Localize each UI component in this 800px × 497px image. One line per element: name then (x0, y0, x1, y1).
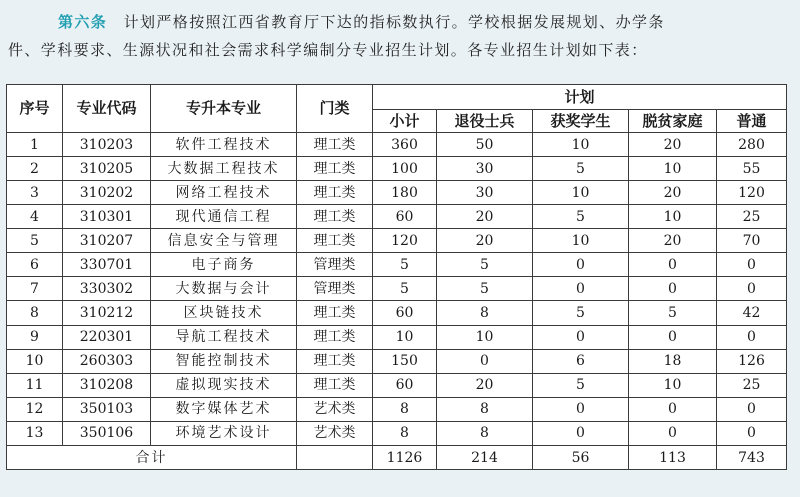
cell-code: 310208 (63, 373, 151, 397)
cell-regular: 126 (717, 349, 787, 373)
cell-veterans: 8 (437, 397, 533, 421)
header-subtotal: 小计 (373, 110, 437, 133)
header-poverty: 脱贫家庭 (629, 110, 717, 133)
enrollment-plan-table (6, 84, 787, 470)
cell-category: 理工类 (297, 205, 373, 229)
cell-subtotal: 5 (373, 277, 437, 301)
cell-seq: 6 (7, 253, 63, 277)
cell-awardees: 6 (533, 349, 629, 373)
cell-code: 310205 (63, 157, 151, 181)
cell-regular: 0 (717, 253, 787, 277)
cell-awardees: 0 (533, 277, 629, 301)
table-row (7, 133, 787, 157)
cell-veterans: 8 (437, 301, 533, 325)
cell-seq: 12 (7, 397, 63, 421)
cell-code: 310212 (63, 301, 151, 325)
table-row (7, 397, 787, 421)
table-row (7, 301, 787, 325)
cell-category: 理工类 (297, 325, 373, 349)
cell-poverty: 0 (629, 397, 717, 421)
cell-code: 350103 (63, 397, 151, 421)
cell-code: 310207 (63, 229, 151, 253)
total-subtotal: 1126 (373, 446, 437, 470)
cell-category: 理工类 (297, 301, 373, 325)
cell-category: 理工类 (297, 157, 373, 181)
total-regular: 743 (717, 446, 787, 470)
cell-regular: 25 (717, 373, 787, 397)
cell-poverty: 20 (629, 133, 717, 157)
cell-poverty: 10 (629, 373, 717, 397)
cell-veterans: 30 (437, 181, 533, 205)
cell-major: 信息安全与管理 (151, 229, 297, 253)
table-row (7, 349, 787, 373)
cell-awardees: 0 (533, 253, 629, 277)
table-row (7, 325, 787, 349)
cell-code: 220301 (63, 325, 151, 349)
cell-subtotal: 100 (373, 157, 437, 181)
cell-category: 理工类 (297, 349, 373, 373)
cell-seq: 4 (7, 205, 63, 229)
cell-seq: 1 (7, 133, 63, 157)
cell-subtotal: 180 (373, 181, 437, 205)
cell-awardees: 10 (533, 229, 629, 253)
header-category: 门类 (297, 85, 373, 133)
cell-veterans: 5 (437, 253, 533, 277)
cell-awardees: 5 (533, 205, 629, 229)
cell-poverty: 20 (629, 181, 717, 205)
cell-major: 大数据与会计 (151, 277, 297, 301)
cell-seq: 3 (7, 181, 63, 205)
total-poverty: 113 (629, 446, 717, 470)
table-header-row (7, 85, 787, 110)
table-row (7, 229, 787, 253)
cell-regular: 42 (717, 301, 787, 325)
cell-regular: 280 (717, 133, 787, 157)
cell-poverty: 0 (629, 253, 717, 277)
header-awardees: 获奖学生 (533, 110, 629, 133)
cell-category: 艺术类 (297, 421, 373, 445)
cell-category: 理工类 (297, 229, 373, 253)
cell-category: 管理类 (297, 277, 373, 301)
cell-regular: 120 (717, 181, 787, 205)
cell-regular: 55 (717, 157, 787, 181)
cell-regular: 0 (717, 325, 787, 349)
cell-poverty: 10 (629, 205, 717, 229)
header-veterans: 退役士兵 (437, 110, 533, 133)
cell-seq: 11 (7, 373, 63, 397)
header-code: 专业代码 (63, 85, 151, 133)
cell-major: 大数据工程技术 (151, 157, 297, 181)
cell-veterans: 50 (437, 133, 533, 157)
cell-veterans: 20 (437, 229, 533, 253)
cell-awardees: 0 (533, 397, 629, 421)
cell-major: 网络工程技术 (151, 181, 297, 205)
cell-subtotal: 8 (373, 397, 437, 421)
cell-awardees: 5 (533, 157, 629, 181)
intro-text-1: 计划严格按照江西省教育厅下达的指标数执行。学校根据发展规划、办学条 (123, 13, 665, 31)
table-row (7, 373, 787, 397)
cell-code: 350106 (63, 421, 151, 445)
cell-category: 理工类 (297, 373, 373, 397)
article-number: 第六条 (58, 13, 108, 31)
cell-veterans: 10 (437, 325, 533, 349)
cell-poverty: 10 (629, 157, 717, 181)
cell-subtotal: 60 (373, 373, 437, 397)
intro-paragraph (8, 8, 788, 64)
total-awardees: 56 (533, 446, 629, 470)
cell-code: 310301 (63, 205, 151, 229)
cell-awardees: 0 (533, 325, 629, 349)
header-major: 专升本专业 (151, 85, 297, 133)
header-plan: 计划 (373, 85, 787, 110)
cell-code: 310202 (63, 181, 151, 205)
cell-poverty: 0 (629, 325, 717, 349)
cell-veterans: 30 (437, 157, 533, 181)
cell-regular: 0 (717, 277, 787, 301)
total-row (7, 446, 787, 470)
cell-major: 区块链技术 (151, 301, 297, 325)
total-category-cell (297, 446, 373, 470)
cell-subtotal: 120 (373, 229, 437, 253)
cell-seq: 7 (7, 277, 63, 301)
cell-regular: 0 (717, 421, 787, 445)
table-row (7, 253, 787, 277)
table-row (7, 157, 787, 181)
table-row (7, 181, 787, 205)
cell-seq: 10 (7, 349, 63, 373)
cell-subtotal: 10 (373, 325, 437, 349)
cell-category: 管理类 (297, 253, 373, 277)
cell-major: 智能控制技术 (151, 349, 297, 373)
cell-veterans: 0 (437, 349, 533, 373)
cell-poverty: 0 (629, 421, 717, 445)
cell-major: 现代通信工程 (151, 205, 297, 229)
cell-seq: 2 (7, 157, 63, 181)
cell-veterans: 8 (437, 421, 533, 445)
cell-seq: 5 (7, 229, 63, 253)
total-veterans: 214 (437, 446, 533, 470)
cell-code: 310203 (63, 133, 151, 157)
header-regular: 普通 (717, 110, 787, 133)
cell-awardees: 5 (533, 301, 629, 325)
cell-poverty: 18 (629, 349, 717, 373)
cell-seq: 9 (7, 325, 63, 349)
cell-code: 260303 (63, 349, 151, 373)
cell-major: 电子商务 (151, 253, 297, 277)
header-seq: 序号 (7, 85, 63, 133)
cell-seq: 8 (7, 301, 63, 325)
cell-veterans: 20 (437, 373, 533, 397)
cell-major: 数字媒体艺术 (151, 397, 297, 421)
cell-code: 330701 (63, 253, 151, 277)
table-row (7, 205, 787, 229)
cell-category: 艺术类 (297, 397, 373, 421)
cell-awardees: 5 (533, 373, 629, 397)
cell-major: 导航工程技术 (151, 325, 297, 349)
cell-awardees: 0 (533, 421, 629, 445)
cell-regular: 70 (717, 229, 787, 253)
cell-subtotal: 5 (373, 253, 437, 277)
table-row (7, 421, 787, 445)
table-body (7, 133, 787, 446)
cell-regular: 25 (717, 205, 787, 229)
cell-poverty: 5 (629, 301, 717, 325)
table-row (7, 277, 787, 301)
cell-poverty: 20 (629, 229, 717, 253)
intro-line-1 (8, 8, 788, 36)
cell-major: 虚拟现实技术 (151, 373, 297, 397)
intro-line-2: 件、学科要求、生源状况和社会需求科学编制分专业招生计划。各专业招生计划如下表： (8, 41, 648, 59)
cell-awardees: 10 (533, 181, 629, 205)
enrollment-table-container (6, 84, 786, 470)
cell-seq: 13 (7, 421, 63, 445)
cell-code: 330302 (63, 277, 151, 301)
cell-major: 软件工程技术 (151, 133, 297, 157)
total-label: 合计 (7, 446, 297, 470)
cell-category: 理工类 (297, 181, 373, 205)
cell-veterans: 20 (437, 205, 533, 229)
cell-subtotal: 360 (373, 133, 437, 157)
cell-subtotal: 60 (373, 301, 437, 325)
cell-major: 环境艺术设计 (151, 421, 297, 445)
cell-category: 理工类 (297, 133, 373, 157)
cell-veterans: 5 (437, 277, 533, 301)
cell-subtotal: 60 (373, 205, 437, 229)
cell-subtotal: 8 (373, 421, 437, 445)
cell-subtotal: 150 (373, 349, 437, 373)
cell-poverty: 0 (629, 277, 717, 301)
cell-regular: 0 (717, 397, 787, 421)
cell-awardees: 10 (533, 133, 629, 157)
